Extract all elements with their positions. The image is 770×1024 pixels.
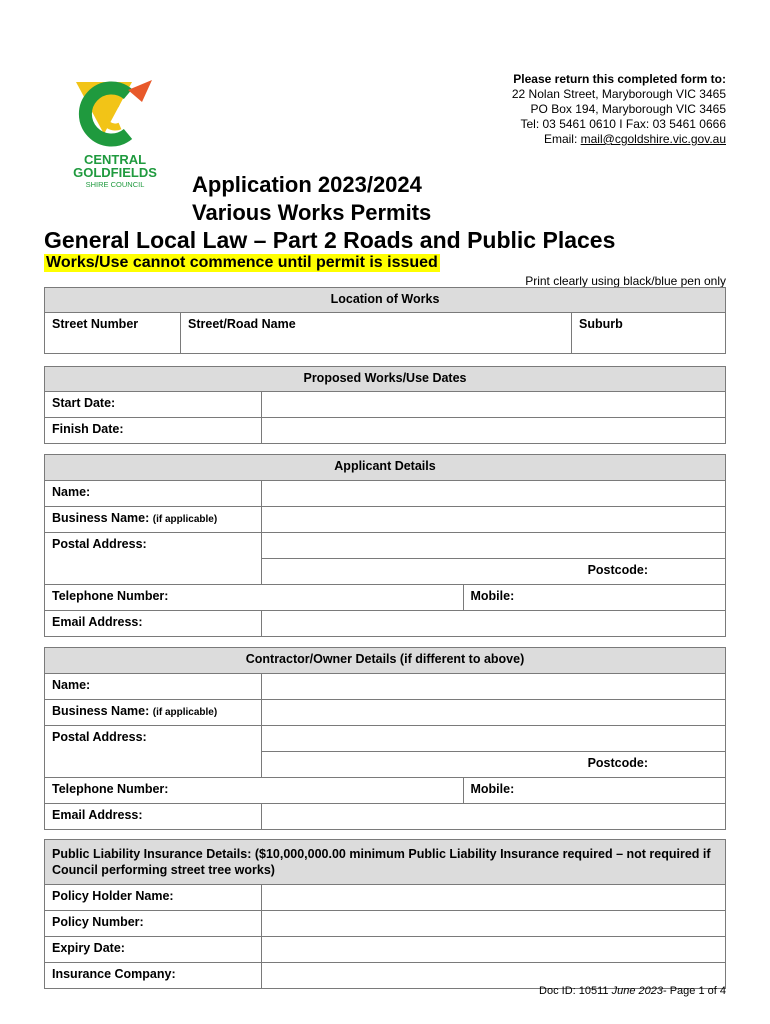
street-address: 22 Nolan Street, Maryborough VIC 3465 xyxy=(511,87,726,101)
start-date-label: Start Date: xyxy=(45,392,262,418)
name-label: Name: xyxy=(45,481,262,507)
section-heading: Location of Works xyxy=(45,288,726,313)
policy-holder-input[interactable] xyxy=(262,885,726,911)
permit-warning: Works/Use cannot commence until permit is issued xyxy=(46,254,438,271)
finish-date-input[interactable] xyxy=(262,418,726,444)
postal-input[interactable] xyxy=(262,726,726,752)
council-logo xyxy=(70,76,170,196)
street-number-field[interactable]: Street Number xyxy=(45,313,181,354)
svg-text:SHIRE COUNCIL: SHIRE COUNCIL xyxy=(85,180,145,189)
business-input[interactable] xyxy=(262,700,726,726)
postcode-field[interactable]: Postcode: xyxy=(463,559,726,585)
street-name-field[interactable]: Street/Road Name xyxy=(181,313,572,354)
name-input[interactable] xyxy=(262,481,726,507)
postal-label: Postal Address: xyxy=(45,533,262,585)
doc-date: June 2023 xyxy=(611,985,663,997)
insurance-table xyxy=(44,839,726,989)
telephone-field[interactable]: Telephone Number: xyxy=(45,585,464,611)
postal-label: Postal Address: xyxy=(45,726,262,778)
if-applicable-note: (if applicable) xyxy=(152,514,218,525)
suburb-field[interactable]: Suburb xyxy=(572,313,726,354)
doc-id: Doc ID: 10511 xyxy=(539,985,612,997)
business-input[interactable] xyxy=(262,507,726,533)
email-label: Email Address: xyxy=(45,611,262,637)
postcode-field[interactable]: Postcode: xyxy=(463,752,726,778)
start-date-input[interactable] xyxy=(262,392,726,418)
mobile-field[interactable]: Mobile: xyxy=(463,585,726,611)
mobile-field[interactable]: Mobile: xyxy=(463,778,726,804)
policy-holder-label: Policy Holder Name: xyxy=(45,885,262,911)
email-input[interactable] xyxy=(262,804,726,830)
expiry-date-label: Expiry Date: xyxy=(45,937,262,963)
email-link[interactable]: mail@cgoldshire.vic.gov.au xyxy=(580,132,726,146)
email-input[interactable] xyxy=(262,611,726,637)
expiry-date-input[interactable] xyxy=(262,937,726,963)
postal-input-line2[interactable] xyxy=(262,752,464,778)
page-number: - Page 1 of 4 xyxy=(663,985,726,997)
name-label: Name: xyxy=(45,674,262,700)
doc-footer xyxy=(539,985,726,997)
email-label: Email Address: xyxy=(45,804,262,830)
svg-text:GOLDFIELDS: GOLDFIELDS xyxy=(73,165,157,180)
telephone-field[interactable]: Telephone Number: xyxy=(45,778,464,804)
business-label-text: Business Name: xyxy=(52,704,153,718)
return-address-block xyxy=(512,72,726,147)
policy-number-input[interactable] xyxy=(262,911,726,937)
print-note: Print clearly using black/blue pen only xyxy=(525,274,726,288)
email-line xyxy=(512,132,726,147)
section-heading: Applicant Details xyxy=(45,455,726,481)
dates-table xyxy=(44,366,726,444)
insurance-company-label: Insurance Company: xyxy=(45,963,262,989)
title-permits: Various Works Permits xyxy=(192,200,432,225)
insurance-heading: Public Liability Insurance Details: ($10,000,000.00 minimum Public Liability Insurance required – not required if Council performing street tree works) xyxy=(45,840,726,885)
phone-fax: Tel: 03 5461 0610 I Fax: 03 5461 0666 xyxy=(520,117,726,131)
section-heading: Proposed Works/Use Dates xyxy=(45,367,726,392)
title-local-law: General Local Law – Part 2 Roads and Public Places xyxy=(44,227,616,253)
if-applicable-note: (if applicable) xyxy=(152,707,218,718)
return-heading: Please return this completed form to: xyxy=(513,72,726,86)
business-label xyxy=(45,507,262,533)
finish-date-label: Finish Date: xyxy=(45,418,262,444)
applicant-table xyxy=(44,454,726,637)
postal-input-line2[interactable] xyxy=(262,559,464,585)
policy-number-label: Policy Number: xyxy=(45,911,262,937)
contractor-table xyxy=(44,647,726,830)
business-label xyxy=(45,700,262,726)
council-logo-icon xyxy=(70,76,170,196)
po-box: PO Box 194, Maryborough VIC 3465 xyxy=(530,102,726,116)
svg-text:CENTRAL: CENTRAL xyxy=(83,152,147,167)
business-label-text: Business Name: xyxy=(52,511,153,525)
email-label: Email: xyxy=(543,132,581,146)
section-heading: Contractor/Owner Details (if different to above) xyxy=(45,648,726,674)
name-input[interactable] xyxy=(262,674,726,700)
postal-input[interactable] xyxy=(262,533,726,559)
title-application: Application 2023/2024 xyxy=(192,172,422,197)
location-table xyxy=(44,287,726,354)
